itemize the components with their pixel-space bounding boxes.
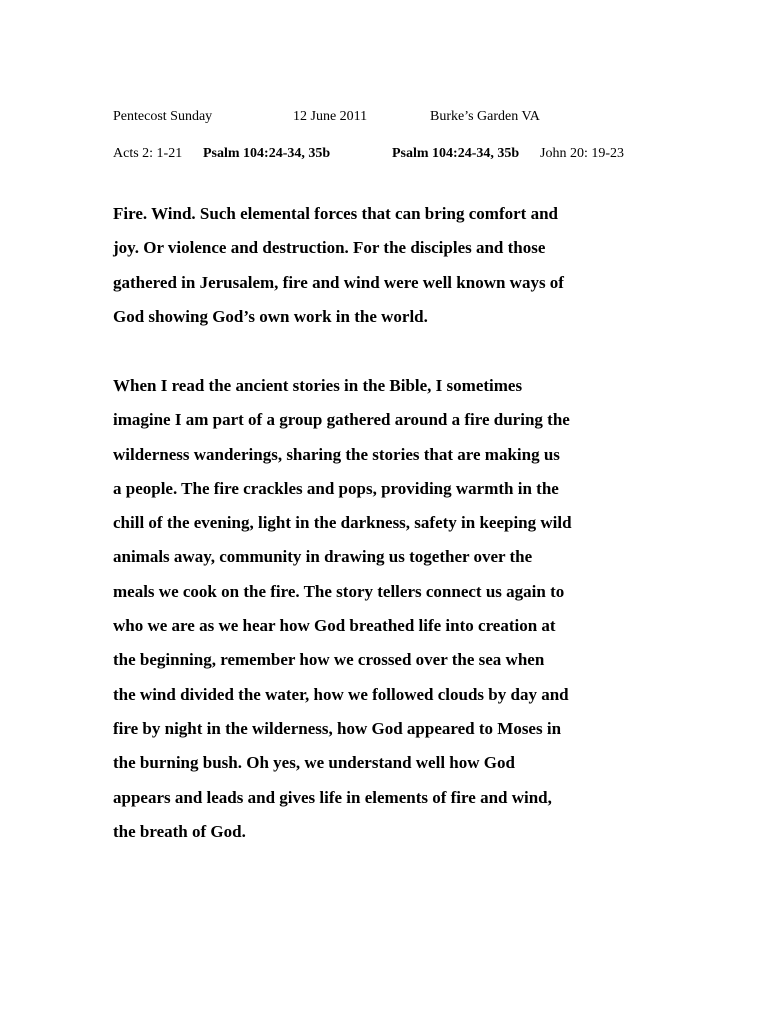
paragraph-line: chill of the evening, light in the darkness, safety in keeping wild	[113, 513, 572, 533]
paragraph-line: appears and leads and gives life in elements of fire and wind,	[113, 787, 552, 807]
paragraph-2	[113, 376, 673, 856]
reading-first: Acts 2: 1-21	[113, 146, 183, 161]
paragraph-line: the breath of God.	[113, 821, 246, 841]
paragraph-line: God showing God’s own work in the world.	[113, 306, 428, 326]
reading-gospel: John 20: 19-23	[540, 146, 624, 161]
occasion: Pentecost Sunday	[113, 109, 213, 124]
paragraph-line: gathered in Jerusalem, fire and wind were well known ways of	[113, 272, 564, 292]
paragraph-line: Fire. Wind. Such elemental forces that can bring comfort and	[113, 204, 558, 223]
paragraph-line: meals we cook on the fire. The story tellers connect us again to	[113, 581, 565, 601]
reading-psalm-b: Psalm 104:24-34, 35b	[392, 146, 520, 161]
paragraph-line: a people. The fire crackles and pops, providing warmth in the	[113, 478, 559, 498]
reading-psalm-a: Psalm 104:24-34, 35b	[203, 146, 331, 161]
paragraph-line: joy. Or violence and destruction. For the disciples and those	[113, 238, 546, 258]
paragraph-line: the burning bush. Oh yes, we understand well how God	[113, 753, 515, 773]
paragraph-line: the beginning, remember how we crossed over the sea when	[113, 650, 545, 670]
paragraph-line: the wind divided the water, how we followed clouds by day and	[113, 684, 569, 704]
paragraph-line: fire by night in the wilderness, how God appeared to Moses in	[113, 718, 562, 738]
paragraph-line: imagine I am part of a group gathered around a fire during the	[113, 410, 570, 430]
location: Burke’s Garden VA	[430, 109, 540, 124]
date: 12 June 2011	[293, 109, 368, 124]
paragraph-line: wilderness wanderings, sharing the stories that are making us	[113, 444, 560, 464]
paragraph-1	[113, 204, 673, 341]
paragraph-line: animals away, community in drawing us together over the	[113, 547, 533, 567]
paragraph-line: who we are as we hear how God breathed life into creation at	[113, 616, 556, 636]
paragraph-line: When I read the ancient stories in the Bible, I sometimes	[113, 376, 523, 395]
